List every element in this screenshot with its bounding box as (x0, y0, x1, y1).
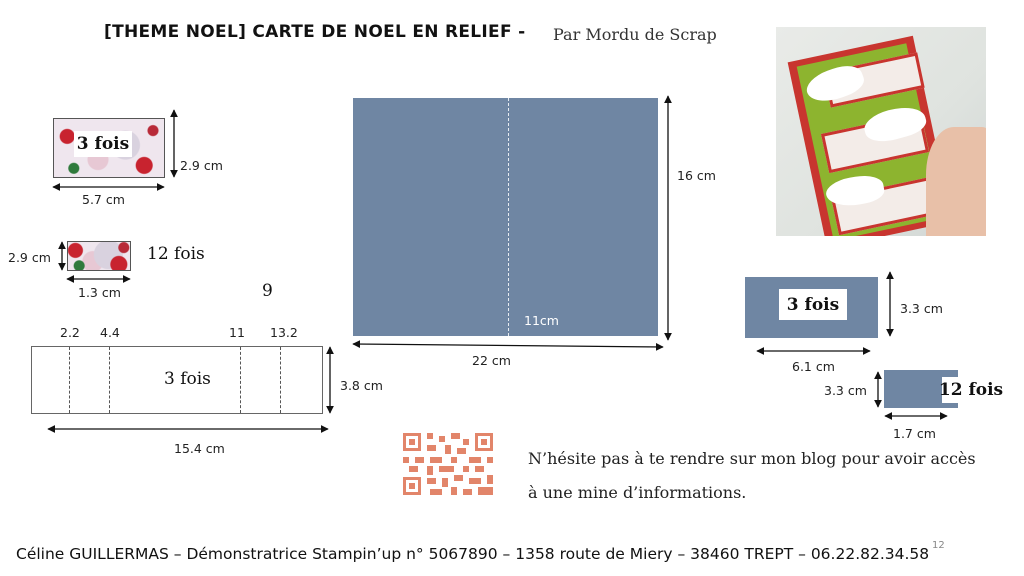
card-height: 16 cm (677, 168, 716, 183)
card-width: 22 cm (472, 353, 511, 368)
fold-line (280, 347, 281, 413)
piece-c-label-box (779, 289, 847, 320)
card-fold-line (508, 98, 509, 336)
fold-mark-3: 11 (229, 325, 245, 340)
fold-mark-2: 4.4 (100, 325, 120, 340)
page-title: [THEME NOEL] CARTE DE NOEL EN RELIEF - (104, 22, 526, 42)
fold-mark-1: 2.2 (60, 325, 80, 340)
blog-text-line-2: à une mine d’informations. (528, 483, 747, 502)
card-fold-label: 11cm (524, 313, 559, 328)
fold-line (69, 347, 70, 413)
piece-c-width: 6.1 cm (792, 359, 835, 374)
piece-a-label: 3 fois (76, 134, 130, 154)
fold-line (109, 347, 110, 413)
piece-d-label-box (938, 377, 1004, 403)
piece-c-height: 3.3 cm (900, 301, 943, 316)
piece-d-label: 12 fois (938, 380, 1004, 400)
piece-c-label: 3 fois (786, 294, 840, 315)
piece-a-width: 5.7 cm (82, 192, 125, 207)
hand-shape (926, 127, 986, 236)
piece-b-width: 1.3 cm (78, 285, 121, 300)
fold-mark-4: 13.2 (270, 325, 298, 340)
fold-line (240, 347, 241, 413)
card-base (353, 98, 658, 336)
strip-height: 3.8 cm (340, 378, 383, 393)
page-number: 12 (932, 540, 945, 551)
piece-d-width: 1.7 cm (893, 426, 936, 441)
card-photo (776, 27, 986, 236)
piece-d-height: 3.3 cm (824, 383, 867, 398)
strip-width: 15.4 cm (174, 441, 225, 456)
qr-code-icon[interactable] (403, 433, 493, 495)
strip-label: 3 fois (164, 369, 211, 389)
piece-a-label-box (74, 131, 132, 157)
number-nine: 9 (262, 281, 273, 301)
blog-text-line-1: N’hésite pas à te rendre sur mon blog pour avoir accès (528, 449, 976, 468)
piece-b-height: 2.9 cm (8, 250, 51, 265)
footer-contact: Céline GUILLERMAS – Démonstratrice Stampin’up n° 5067890 – 1358 route de Miery – 38460 TREPT – 06.22.82.34.58 (16, 545, 930, 563)
piece-b-label: 12 fois (147, 244, 205, 264)
floral-paper-piece-small (67, 241, 131, 271)
byline: Par Mordu de Scrap (553, 25, 717, 44)
piece-a-height: 2.9 cm (180, 158, 223, 173)
